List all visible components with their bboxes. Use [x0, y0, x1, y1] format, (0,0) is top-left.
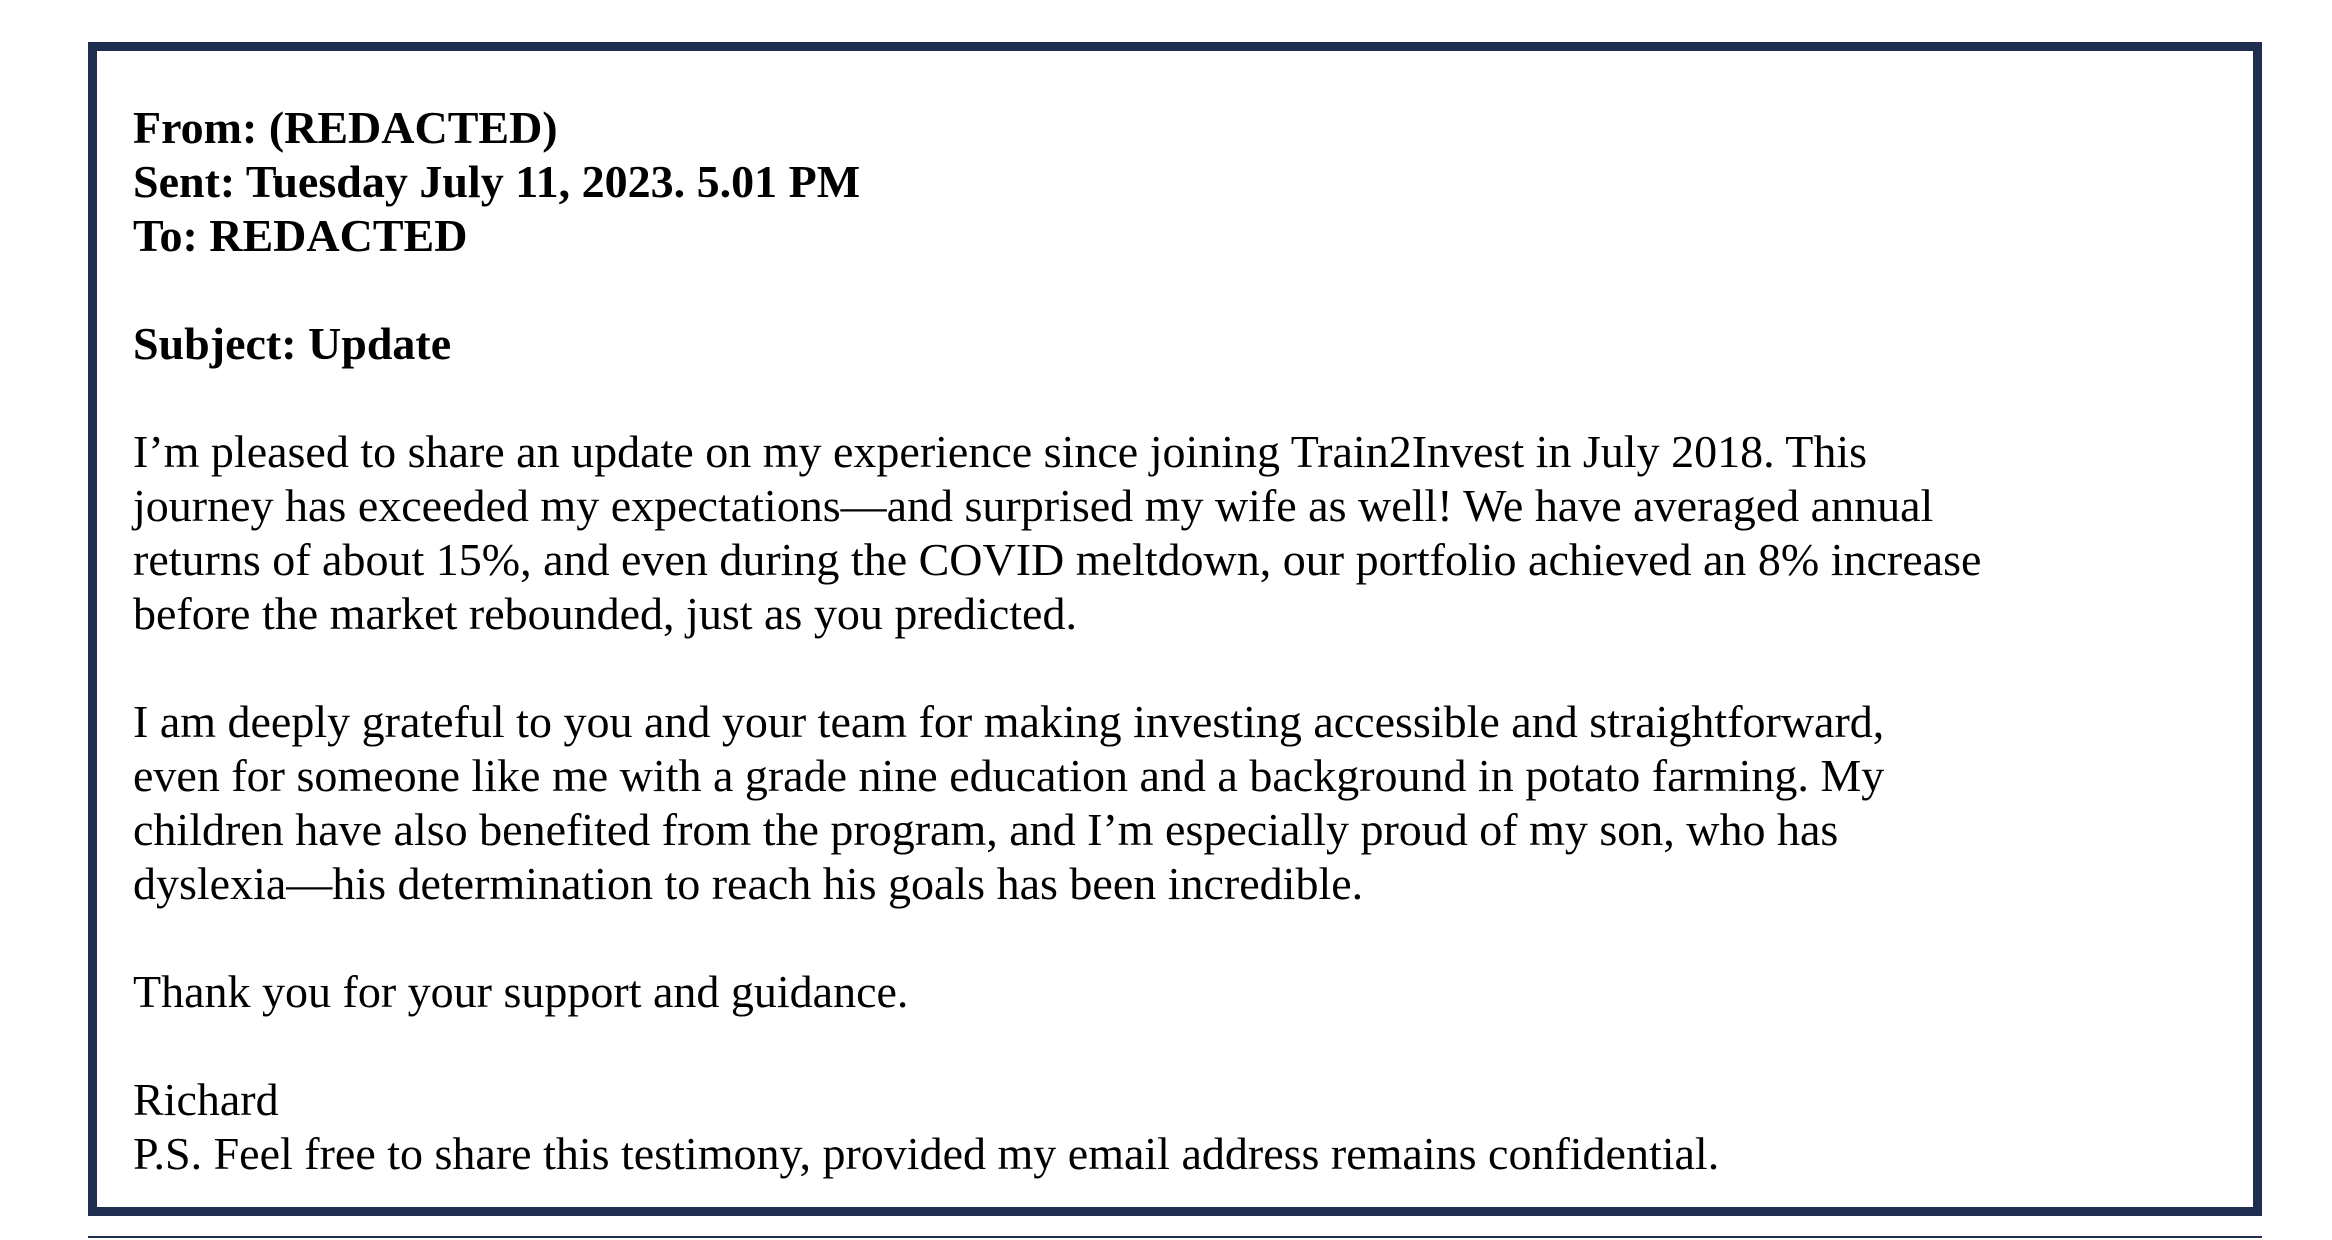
paragraph-line: children have also benefited from the program, and I’m especially proud of my son, who has [133, 804, 1839, 855]
postscript: P.S. Feel free to share this testimony, provided my email address remains confidential. [133, 1128, 1720, 1179]
email-sent-date: Sent: Tuesday July 11, 2023. 5.01 PM [133, 156, 861, 207]
body-paragraph-3 [133, 965, 2213, 1019]
paragraph-line: even for someone like me with a grade nine education and a background in potato farming. My [133, 750, 1885, 801]
email-signature [133, 1073, 2213, 1181]
email-from: From: (REDACTED) [133, 102, 558, 153]
paragraph-line: I am deeply grateful to you and your team for making investing accessible and straightforward, [133, 696, 1885, 747]
bottom-divider [88, 1236, 2262, 1238]
body-paragraph-1 [133, 425, 2213, 641]
email-to: To: REDACTED [133, 210, 468, 261]
body-paragraph-2 [133, 695, 2213, 911]
paragraph-line: before the market rebounded, just as you predicted. [133, 588, 1077, 639]
email-subject: Subject: Update [133, 318, 452, 369]
paragraph-line: journey has exceeded my expectations—and surprised my wife as well! We have averaged annual [133, 480, 1934, 531]
paragraph-line: returns of about 15%, and even during the COVID meltdown, our portfolio achieved an 8% increase [133, 534, 1982, 585]
paragraph-line: Thank you for your support and guidance. [133, 966, 909, 1017]
email-content [133, 101, 2213, 1181]
email-document-frame [88, 42, 2262, 1216]
signature-name: Richard [133, 1074, 279, 1125]
paragraph-line: dyslexia—his determination to reach his goals has been incredible. [133, 858, 1364, 909]
paragraph-line: I’m pleased to share an update on my experience since joining Train2Invest in July 2018. This [133, 426, 1868, 477]
